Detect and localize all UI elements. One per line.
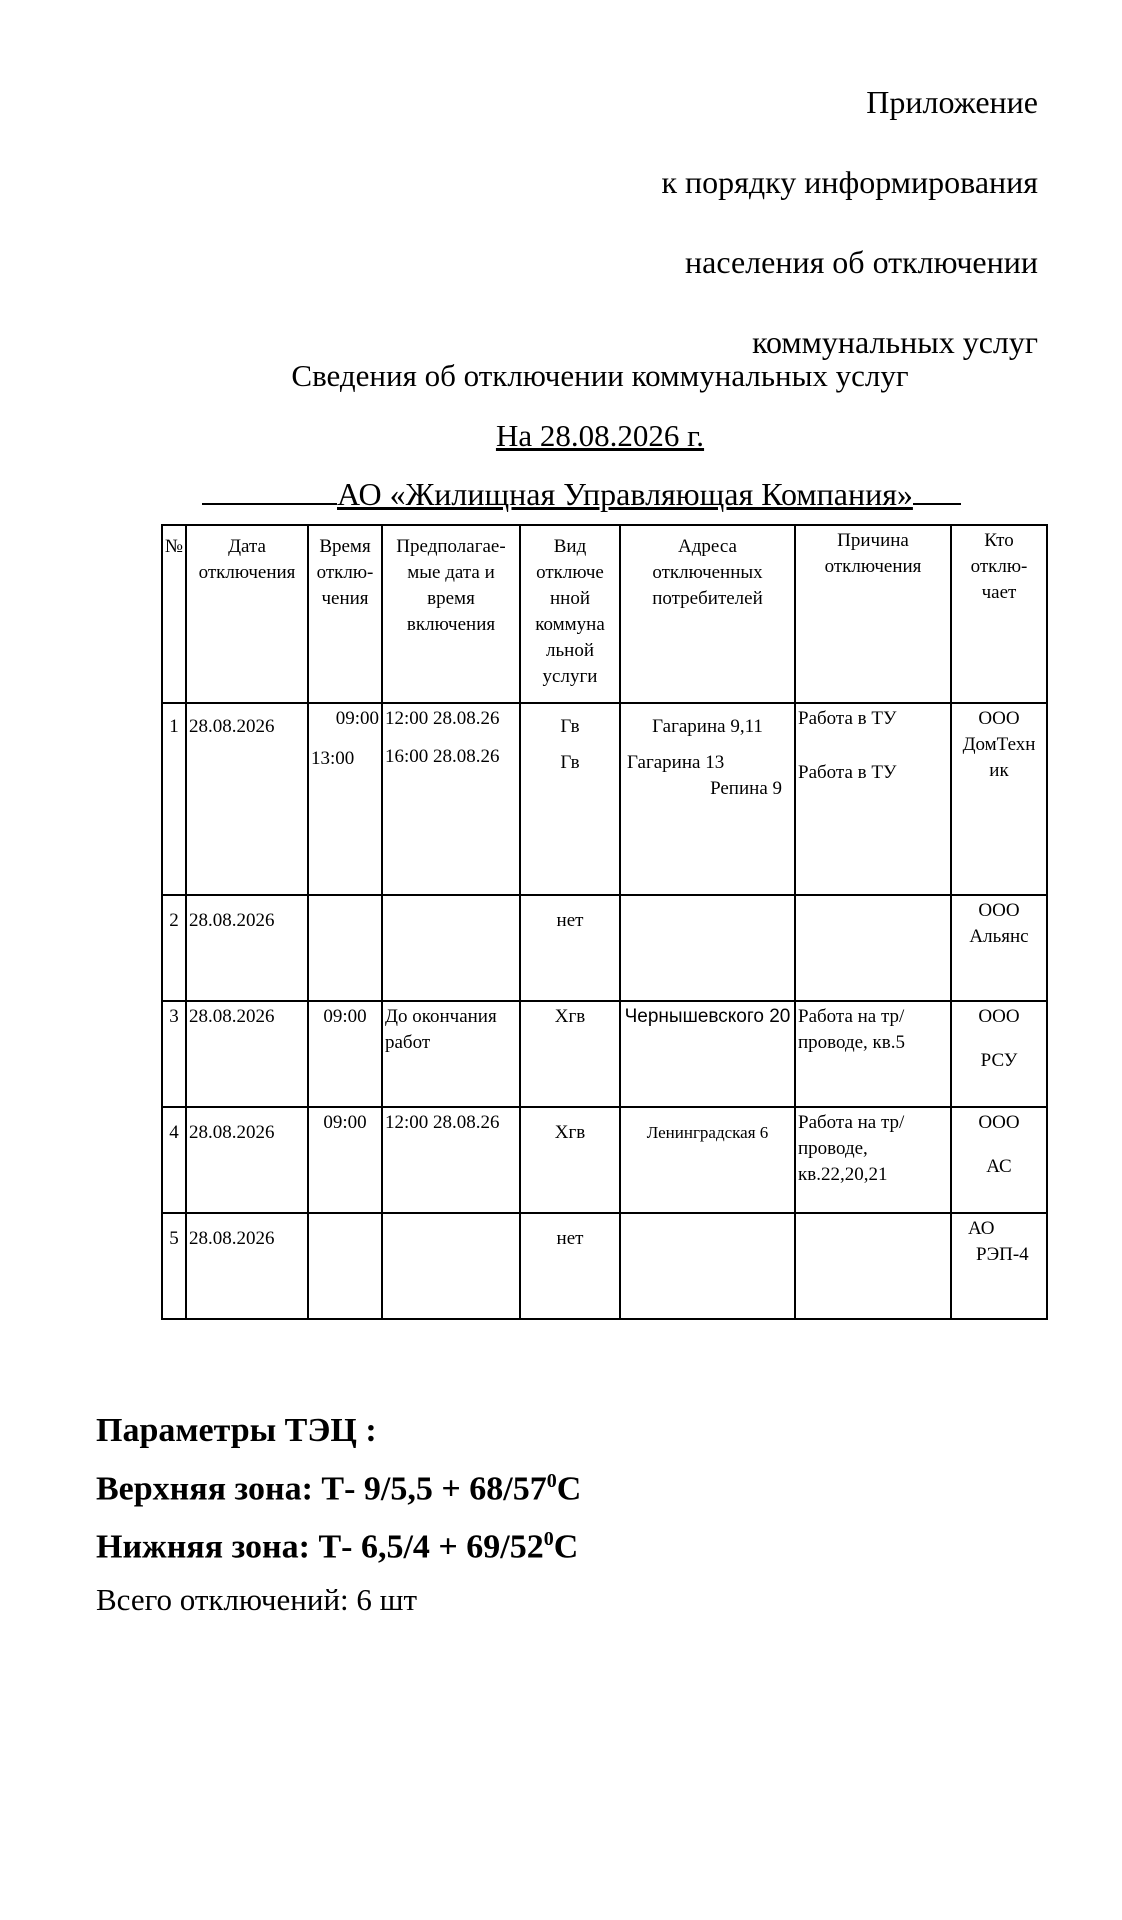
time-2: 13:00 (311, 748, 355, 769)
date-line-text: На 28.08.2026 г. (495, 418, 705, 453)
total-count: Всего отключений: 6 шт (96, 1582, 418, 1617)
who-1: АО (968, 1218, 995, 1239)
cell-address (620, 895, 795, 1001)
header-reason: Причина отключения (795, 525, 951, 703)
planned-1: 12:00 28.08.26 (385, 708, 500, 729)
cell-num: 5 (162, 1213, 186, 1319)
cell-planned (382, 895, 520, 1001)
unit: С (556, 1470, 582, 1508)
cell-service: нет (520, 895, 620, 1001)
who-1: ООО (978, 1006, 1020, 1027)
cell-service (520, 703, 620, 895)
cell-num: 2 (162, 895, 186, 1001)
table-row (162, 1001, 1047, 1107)
params-block (96, 1406, 581, 1573)
reason-2: Работа в ТУ (798, 762, 897, 783)
outage-table (161, 524, 1048, 1320)
cell-service: нет (520, 1213, 620, 1319)
address-2b: Репина 9 (710, 778, 782, 799)
underline-fill-left (202, 502, 337, 505)
cell-num: 4 (162, 1107, 186, 1213)
address-2a: Гагарина 13 (627, 752, 725, 773)
who-2: РЭП-4 (976, 1244, 1029, 1265)
cell-who (951, 1213, 1047, 1319)
service-2: Гв (560, 752, 580, 773)
cell-time: 09:00 (308, 1107, 382, 1213)
cell-address (620, 703, 795, 895)
cell-service: Хгв (520, 1107, 620, 1213)
reason-1: Работа в ТУ (798, 708, 897, 729)
annex-line-2: к порядку информирования (661, 164, 1038, 200)
cell-reason (795, 1213, 951, 1319)
cell-planned: До окончания работ (382, 1001, 520, 1107)
address-1: Гагарина 9,11 (652, 716, 763, 737)
cell-time: 09:00 (308, 1001, 382, 1107)
cell-num: 3 (162, 1001, 186, 1107)
header-num: № (162, 525, 186, 703)
params-upper (96, 1456, 581, 1514)
annex-block (662, 62, 1039, 382)
cell-who: ООО Альянс (951, 895, 1047, 1001)
underline-fill-right (913, 502, 961, 505)
service-1: Гв (560, 716, 580, 737)
table-row (162, 1213, 1047, 1319)
cell-date: 28.08.2026 (186, 1001, 308, 1107)
table-row (162, 895, 1047, 1001)
cell-date: 28.08.2026 (186, 1107, 308, 1213)
cell-who (951, 1107, 1047, 1213)
unit: С (553, 1528, 579, 1566)
cell-reason (795, 895, 951, 1001)
cell-address (620, 1213, 795, 1319)
header-planned: Предполагае-мые дата и время включения (382, 525, 520, 703)
header-service: Вид отключе нной коммуна льной услуги (520, 525, 620, 703)
time-1: 09:00 (335, 708, 379, 729)
params-title: Параметры ТЭЦ : (96, 1412, 377, 1449)
cell-planned (382, 1213, 520, 1319)
table-header-row (162, 525, 1047, 703)
header-address: Адреса отключенных потребителей (620, 525, 795, 703)
cell-date: 28.08.2026 (186, 895, 308, 1001)
annex-line-3: населения об отключении (685, 244, 1038, 280)
params-lower (96, 1514, 581, 1572)
who-2: АС (986, 1156, 1012, 1177)
cell-address: Ленинградская 6 (620, 1107, 795, 1213)
header-date: Дата отключения (186, 525, 308, 703)
table-row (162, 703, 1047, 895)
annex-line-1: Приложение (866, 84, 1038, 120)
cell-reason (795, 703, 951, 895)
who-2: РСУ (980, 1050, 1018, 1071)
cell-who (951, 1001, 1047, 1107)
params-upper-text: Верхняя зона: Т- 9/5,5 + 68/57 (96, 1470, 547, 1508)
cell-time (308, 1213, 382, 1319)
cell-num: 1 (162, 703, 186, 895)
organization-name: АО «Жилищная Управляющая Компания» (337, 476, 913, 512)
cell-date: 28.08.2026 (186, 703, 308, 895)
cell-date: 28.08.2026 (186, 1213, 308, 1319)
cell-planned: 12:00 28.08.26 (382, 1107, 520, 1213)
cell-service: Хгв (520, 1001, 620, 1107)
who-1: ООО (978, 1112, 1020, 1133)
header-time: Время отклю-чения (308, 525, 382, 703)
cell-time (308, 895, 382, 1001)
cell-time (308, 703, 382, 895)
degree-sup: 0 (543, 1528, 554, 1551)
date-line (0, 418, 1122, 454)
cell-planned (382, 703, 520, 895)
header-who: Кто отклю-чает (951, 525, 1047, 703)
planned-2: 16:00 28.08.26 (385, 746, 500, 767)
annex-line-4: коммунальных услуг (752, 324, 1038, 360)
document-title: Сведения об отключении коммунальных услуг (291, 358, 909, 393)
params-lower-text: Нижняя зона: Т- 6,5/4 + 69/52 (96, 1528, 544, 1566)
cell-reason: Работа на тр/ проводе, кв.22,20,21 (795, 1107, 951, 1213)
table-row (162, 1107, 1047, 1213)
degree-sup: 0 (546, 1470, 557, 1492)
cell-reason: Работа на тр/ проводе, кв.5 (795, 1001, 951, 1107)
cell-address: Чернышевского 20 (620, 1001, 795, 1107)
organization-line (202, 476, 961, 513)
cell-who: ООО ДомТехн ик (951, 703, 1047, 895)
